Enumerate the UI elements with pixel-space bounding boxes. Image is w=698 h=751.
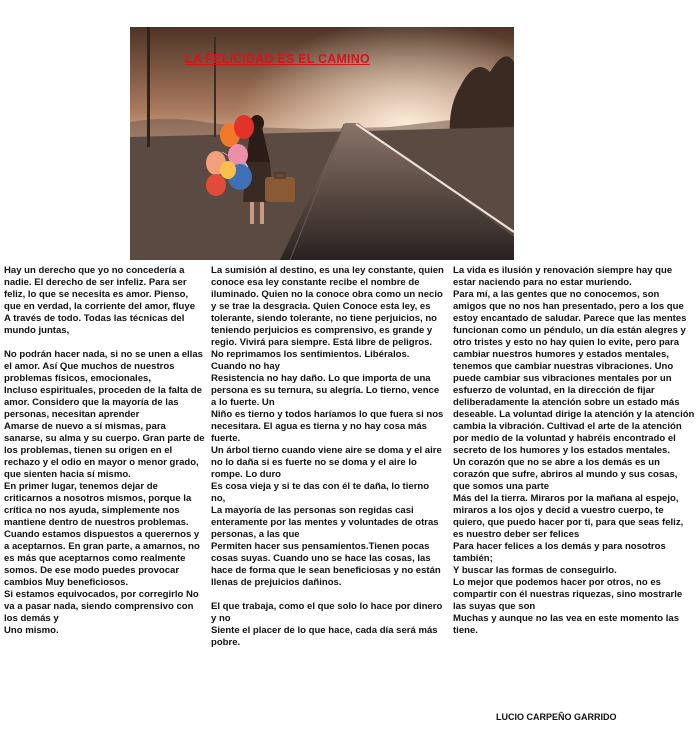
column-3-text: La vida es ilusión y renovación siempre hay que estar naciendo para no estar muriendo. Para mí, a las gentes que no conocemos, son amigos que no nos han presentado, pero a los que estoy encantado de saludar. Parece que las mentes funcionan como un péndulo, un día están alegres y otro tristes y esto no hay quien lo evite, pero para cambiar nuestros humores y estados mentales, tenemos que cambiar nuestras vibraciones. Uno puede cambiar sus vibraciones mentales por un esfuerzo de voluntad, en la dirección de fijar deliberadamente la atención sobre un estado más deseable. La voluntad dirige la atención y la atención cambia la vibración. Cultivad el arte de la atención por medio de la voluntad y habréis encontrado el secreto de los humores y los estados mentales. Un corazón que no se abre a los demás es un corazón que sufre, abriros al mundo y sus cosas, que somos una parte Más del la tierra. Miraros por la mañana al espejo, miraros a los ojos y decid a vuestro cuerpo, te quiero, que puedo hacer por ti, para que seas feliz, es nuestro deber ser felices Para hacer felices a los demás y para nosotros también; Y buscar las formas de conseguirlo. Lo mejor que podemos hacer por otros, no es compartir con él nuestras riquezas, sino mostrarle las suyas que son Muchas y aunque no las vea en este momento las tiene.: [453, 265, 695, 636]
page-title: LA FELICIDAD ES EL CAMINO: [185, 52, 370, 66]
column-1-text: Hay un derecho que yo no concedería a nadie. El derecho de ser infeliz. Para ser feliz, lo que se necesita es amor. Pienso, que en verdad, la corriente del amor, fluye A través de todo. Todas las técnicas del mundo juntas, No podrán hacer nada, si no se unen a ellas el amor. Así Que muchos de nuestros problemas físicos, emocionales, Incluso espirituales, proceden de la falta de amor. Considero que la mayoría de las personas, necesitan aprender Amarse de nuevo a sí mismas, para sanarse, su alma y su cuerpo. Gran parte de los problemas, tienen su origen en el rechazo y el odio en mayor o menor grado, que sienten hacia sí mismo. En primer lugar, tenemos dejar de criticarnos a nosotros mismos, porque la crítica no nos ayuda, simplemente nos mantiene dentro de nuestros problemas. Cuando estamos dispuestos a querernos y a aceptarnos. En gran parte, a amarnos, no es más que aceptarnos como realmente somos. De ese modo puedes provocar cambios Muy beneficiosos. Si estamos equivocados, por corregirlo No va a pasar nada, siendo comprensivo con los demás y Uno mismo.: [4, 265, 205, 636]
text-column-2: [211, 265, 445, 649]
author-signature: LUCIO CARPEÑO GARRIDO: [496, 712, 617, 722]
column-2-text: La sumisión al destino, es una ley constante, quien conoce esa ley constante recibe el nombre de iluminado. Quien no la conoce obra como un necio y se trae la desgracia. Quien Conoce esta ley, es tolerante, siendo tolerante, no tiene perjuicios, no teniendo perjuicios es comprensivo, es grande y regio. Vivirá para siempre. Está libre de peligros. No reprimamos los sentimientos. Libéralos. Cuando no hay Resistencia no hay daño. Lo que importa de una persona es su ternura, su alegría. Lo tierno, vence a lo fuerte. Un Niño es tierno y todos haríamos lo que fuera si nos necesitara. El agua es tierna y no hay cosa más fuerte. Un árbol tierno cuando viene aire se doma y el aire no lo daña si es fuerte no se doma y el aire lo rompe. Lo duro Es cosa vieja y si te das con él te daña, lo tierno no, La mayoría de las personas son regidas casi enteramente por las mentes y voluntades de otras personas, a las que Permiten hacer sus pensamientos.Tienen pocas cosas suyas. Cuando uno se hace las cosas, las hace de forma que le sean beneficiosas y no están llenas de prejuicios dañinos. El que trabaja, como el que solo lo hace por dinero y no Siente el placer de lo que hace, cada día será más pobre.: [211, 265, 444, 648]
text-column-1: [4, 265, 207, 637]
text-column-3: [453, 265, 695, 637]
